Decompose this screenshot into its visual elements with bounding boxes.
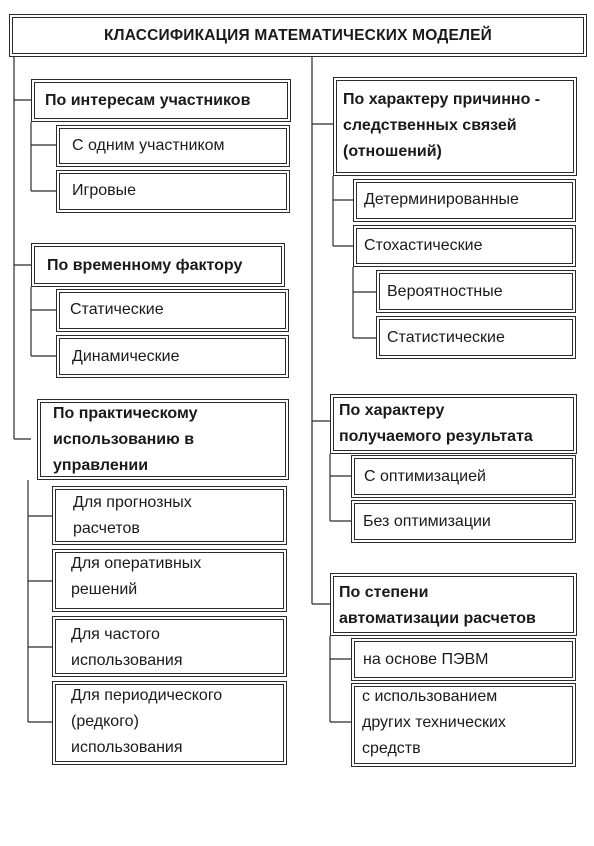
item-box	[52, 616, 287, 677]
item-box	[56, 170, 290, 213]
item-label: Для оперативных решений	[71, 555, 202, 598]
item-label: Для частого использования	[71, 626, 183, 669]
category-label: По степени автоматизации расчетов	[339, 584, 536, 627]
item-label: с использованием других технических средств	[362, 688, 506, 757]
item-label: Статические	[70, 301, 164, 318]
category-box	[31, 79, 291, 122]
subitem-box	[376, 316, 576, 359]
item-label: Для периодического (редкого) использования	[71, 687, 223, 756]
item-box	[351, 638, 576, 681]
category-label: По временному фактору	[47, 257, 243, 274]
category-box	[37, 399, 289, 480]
category-box	[333, 77, 577, 176]
item-box	[56, 125, 290, 167]
subitem-label: Статистические	[387, 329, 505, 346]
category-box	[330, 573, 577, 636]
item-box	[353, 225, 576, 267]
item-box	[52, 486, 287, 545]
item-box	[351, 683, 576, 767]
item-label: С оптимизацией	[364, 468, 486, 485]
item-label: Игровые	[72, 182, 137, 199]
category-box	[31, 243, 285, 287]
item-label: С одним участником	[72, 137, 225, 154]
item-box	[52, 549, 287, 612]
item-box	[351, 455, 576, 498]
category-label: По характеру получаемого результата	[339, 402, 533, 445]
item-box	[56, 289, 289, 332]
category-label: По характеру причинно - следственных связей (отношений)	[343, 91, 541, 160]
item-label: Без оптимизации	[363, 513, 491, 530]
item-label: Для прогнозных расчетов	[73, 494, 192, 537]
item-label: Динамические	[72, 348, 180, 365]
subitem-box	[376, 270, 576, 313]
category-box	[330, 394, 577, 454]
item-box	[353, 179, 576, 222]
subitem-label: Вероятностные	[387, 283, 503, 300]
item-label: Стохастические	[364, 237, 483, 254]
category-label: По интересам участников	[45, 92, 251, 109]
diagram-title: КЛАССИФИКАЦИЯ МАТЕМАТИЧЕСКИХ МОДЕЛЕЙ	[103, 27, 493, 44]
item-label: на основе ПЭВМ	[363, 651, 489, 668]
category-label: По практическому использованию в управлении	[53, 405, 198, 474]
item-box	[52, 681, 287, 765]
item-label: Детерминированные	[364, 191, 519, 208]
item-box	[351, 500, 576, 543]
diagram-title-box	[9, 14, 587, 57]
item-box	[56, 335, 289, 378]
